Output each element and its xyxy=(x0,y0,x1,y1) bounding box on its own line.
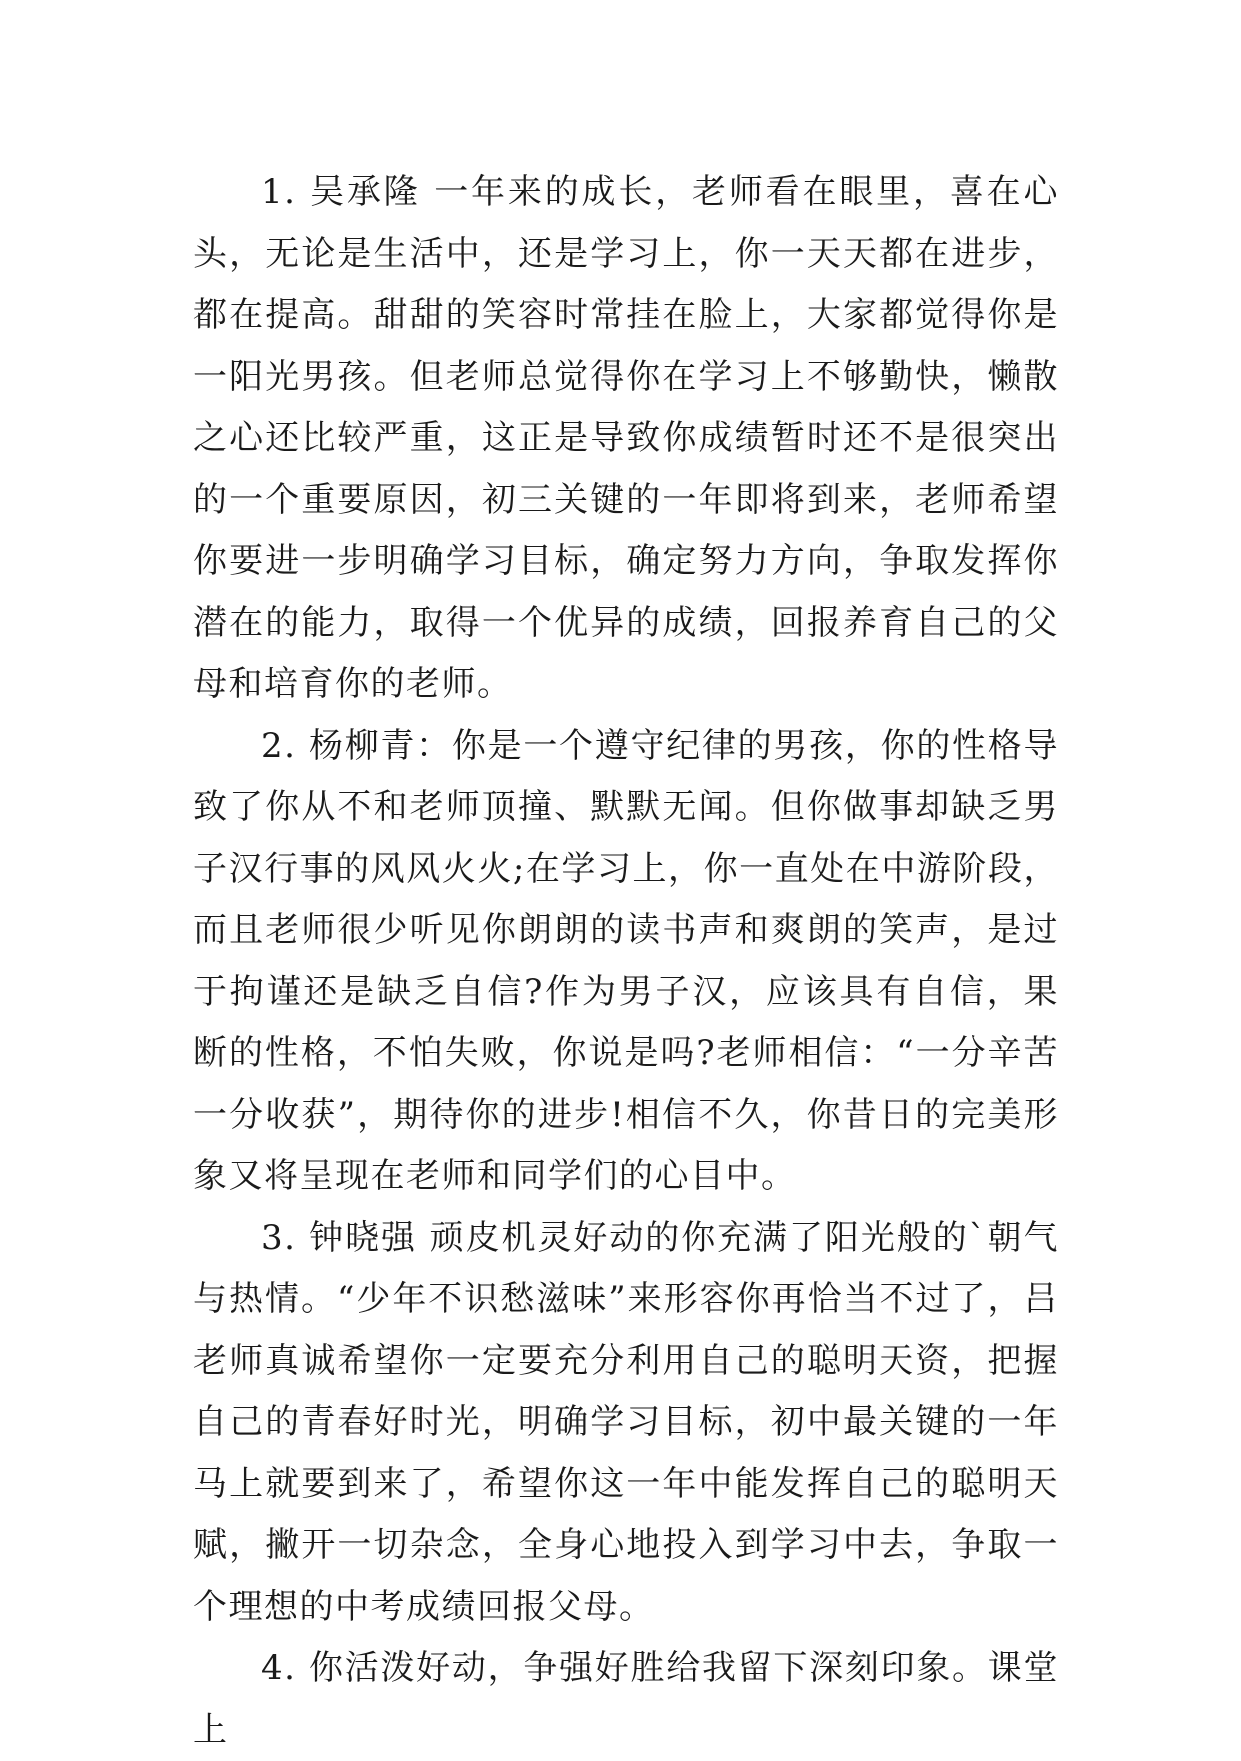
document-body xyxy=(193,162,1059,1761)
comment-paragraph-2: 2. 杨柳青：你是一个遵守纪律的男孩，你的性格导致了你从不和老师顶撞、默默无闻。但你做事却缺乏男子汉行事的风风火火;在学习上，你一直处在中游阶段，而且老师很少听见你朗朗的读书声和爽朗的笑声，是过于拘谨还是缺乏自信?作为男子汉，应该具有自信，果断的性格，不怕失败，你说是吗?老师相信：“一分辛苦一分收获”，期待你的进步!相信不久，你昔日的完美形象又将呈现在老师和同学们的心目中。 xyxy=(193,725,1059,1196)
comment-paragraph-3: 3. 钟晓强 顽皮机灵好动的你充满了阳光般的`朝气与热情。“少年不识愁滋味”来形容你再恰当不过了，吕老师真诚希望你一定要充分利用自己的聪明天资，把握自己的青春好时光，明确学习目标，初中最关键的一年马上就要到来了，希望你这一年中能发挥自己的聪明天赋，撇开一切杂念，全身心地投入到学习中去，争取一个理想的中考成绩回报父母。 xyxy=(193,1217,1059,1627)
comment-paragraph-1: 1. 吴承隆 一年来的成长，老师看在眼里，喜在心头，无论是生活中，还是学习上，你一天天都在进步，都在提高。甜甜的笑容时常挂在脸上，大家都觉得你是一阳光男孩。但老师总觉得你在学习上不够勤快，懒散之心还比较严重，这正是导致你成绩暂时还不是很突出的一个重要原因，初三关键的一年即将到来，老师希望你要进一步明确学习目标，确定努力方向，争取发挥你潜在的能力，取得一个优异的成绩，回报养育自己的父母和培育你的老师。 xyxy=(193,172,1059,704)
comment-paragraph-4: 4. 你活泼好动，争强好胜给我留下深刻印象。课堂上 xyxy=(193,1648,1059,1750)
